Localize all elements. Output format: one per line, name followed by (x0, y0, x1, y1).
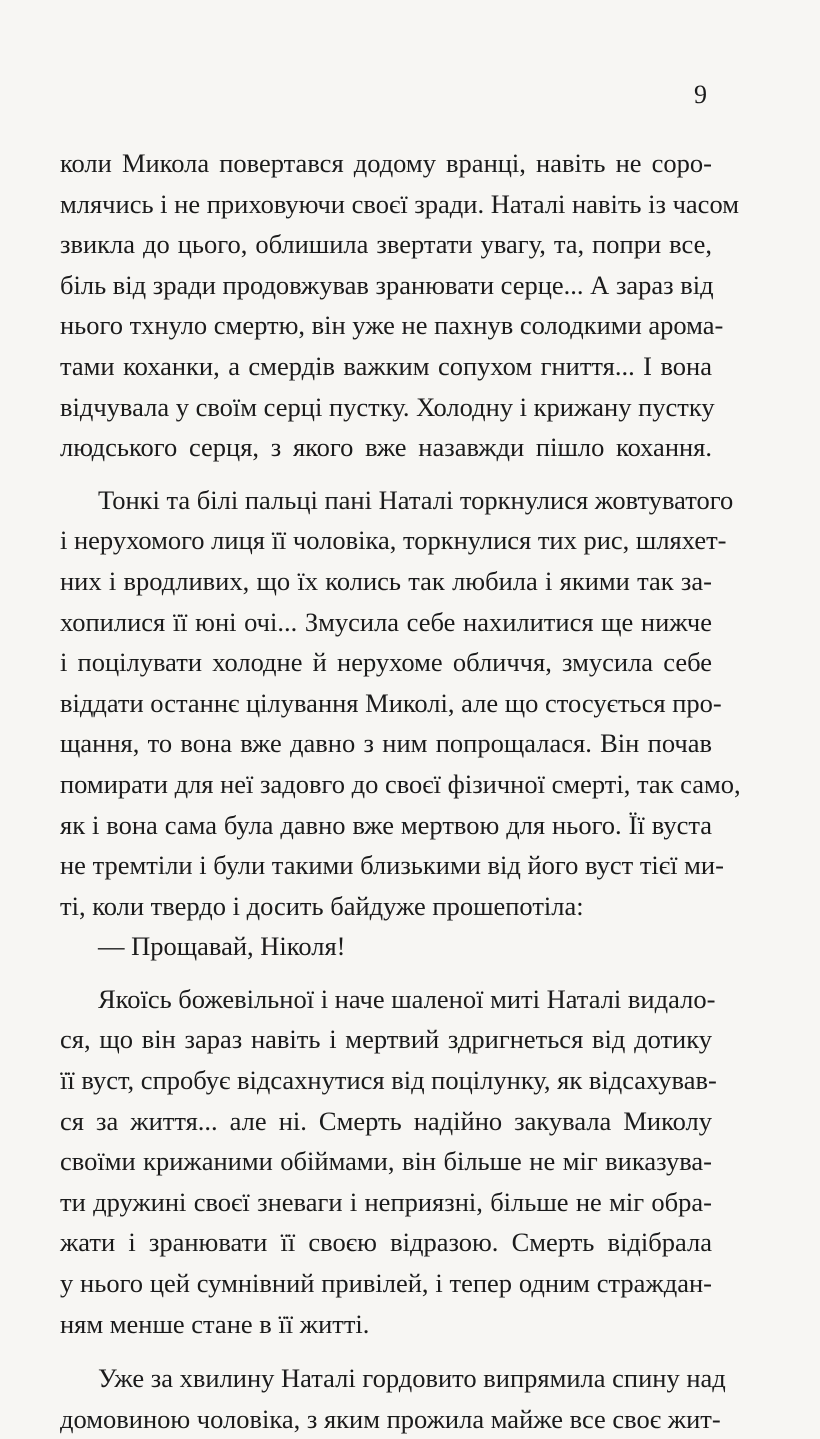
text-line: ті, коли твердо і досить байдуже прошепотіла: (60, 890, 584, 921)
text-line: помирати для неї задовго до своєї фізичної смерті, так само, (60, 768, 741, 799)
text-line: і нерухомого лиця її чоловіка, торкнулися тих рис, шляхет- (60, 525, 727, 556)
text-line: людського серця, з якого вже назавжди пішло кохання. (60, 432, 712, 463)
paragraph-2 (60, 480, 741, 927)
page-number: 9 (694, 80, 707, 109)
text-line: них і вродливих, що їх колись так любила і якими так за- (60, 565, 712, 596)
text-line: щання, то вона вже давно з ним попрощалася. Він почав (60, 728, 712, 759)
text-line: ням менше стане в її житті. (60, 1308, 370, 1339)
text-line: своїми крижаними обіймами, він більше не міг виказува- (60, 1146, 712, 1177)
paragraph-dialogue (60, 926, 712, 967)
text-line: відчувала у своїм серці пустку. Холодну і крижану пустку (60, 391, 715, 422)
text-line: ся, що він зараз навіть і мертвий здригнеться від дотику (60, 1024, 712, 1055)
text-line: віддати останнє цілування Миколі, але що стосується про- (60, 687, 722, 718)
text-line: нього тхнуло смертю, він уже не пахнув солодкими арома- (60, 310, 724, 341)
text-line: звикла до цього, облишила звертати увагу, та, попри все, (60, 229, 712, 260)
text-line: тами коханки, а смердів важким сопухом гниття... І вона (60, 350, 712, 381)
paragraph-1 (60, 143, 739, 468)
paragraph-4 (60, 979, 717, 1344)
dialogue-line: — Прощавай, Ніколя! (98, 931, 346, 962)
text-line: як і вона сама була давно вже мертвою для нього. Її вуста (60, 809, 712, 840)
body-text (60, 143, 741, 1439)
text-line: хопилися її юні очі... Змусила себе нахилитися ще нижче (60, 606, 712, 637)
text-line: млячись і не приховуючи своєї зради. Наталі навіть із часом (60, 188, 739, 219)
text-line: Тонкі та білі пальці пані Наталі торкнулися жовтуватого (98, 484, 734, 515)
text-line: її вуст, спробує відсахнутися від поцілунку, як відсахував- (60, 1065, 717, 1096)
text-line: ти дружині своєї зневаги і неприязні, більше не міг обра- (60, 1186, 712, 1217)
text-line: ся за життя... але ні. Смерть надійно закувала Миколу (60, 1105, 712, 1136)
paragraph-5 (60, 1358, 726, 1439)
text-line: Якоїсь божевільної і наче шаленої миті Наталі видало- (98, 983, 716, 1014)
text-line: не тремтіли і були такими близькими від його вуст тієї ми- (60, 850, 724, 881)
text-line: жати і зранювати її своєю відразою. Смерть відібрала (60, 1227, 712, 1258)
text-line: Уже за хвилину Наталі гордовито випрямила спину над (98, 1363, 726, 1394)
text-line: біль від зради продовжував зранювати серце... А зараз від (60, 269, 714, 300)
text-line: домовиною чоловіка, з яким прожила майже все своє жит- (60, 1403, 721, 1434)
text-line: коли Микола повертався додому вранці, навіть не соро- (60, 148, 712, 178)
text-line: у нього цей сумнівний привілей, і тепер одним страждан- (60, 1268, 712, 1299)
text-line: і поцілувати холодне й нерухоме обличчя, змусила себе (60, 647, 712, 678)
